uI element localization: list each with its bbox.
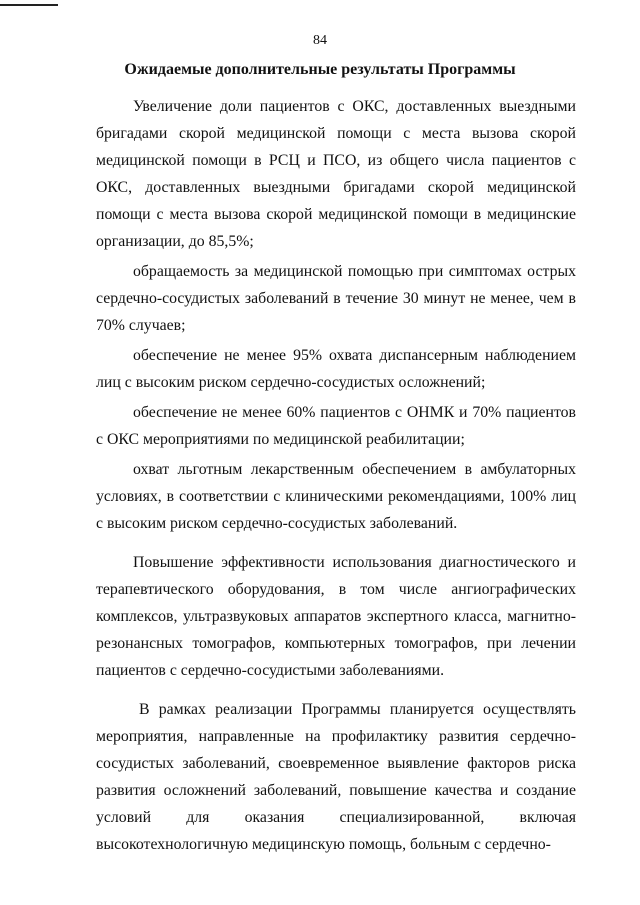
paragraph-aks-delivery: Увеличение доли пациентов с ОКС, доставленных выездными бригадами скорой медицинской помощи с места вызова скорой медицинской помощи в РСЦ и ПСО, из общего числа пациентов с ОКС, доставленных выездными бригадами скорой медицинской помощи с места вызова скорой медицинской помощи в медицинские организации, до 85,5%; [96,98,576,250]
paragraph-seeking-care: обращаемость за медицинской помощью при симптомах острых сердечно-сосудистых заболеваний в течение 30 минут не менее, чем в 70% случаев; [96,263,576,334]
paragraph-drug-provision: охват льготным лекарственным обеспечением в амбулаторных условиях, в соответствии с клиническими рекомендациями, 100% лиц с высоким риском сердечно-сосудистых заболеваний. [96,461,576,532]
section-heading: Ожидаемые дополнительные результаты Программы [124,61,516,78]
paragraph-program-measures: В рамках реализации Программы планируется осуществлять мероприятия, направленные на профилактику развития сердечно-сосудистых заболеваний, своевременное выявление факторов риска развития осложнений заболеваний, повышение качества и создание условий для оказания специализированной, включая [96,701,576,826]
paragraph-rehabilitation: обеспечение не менее 60% пациентов с ОНМК и 70% пациентов с ОКС мероприятиями по медицинской реабилитации; [96,404,576,448]
document-body [96,93,576,858]
paragraph-continuation: высокотехнологичную медицинскую помощь, больным с сердечно- [96,836,551,853]
paragraph-equipment-efficiency: Повышение эффективности использования диагностического и терапевтического оборудования, в том числе ангиографических комплексов, ультразвуковых аппаратов экспертного класса, магнитно-резонансных томографов, компьютерных томографов, при лечении пациентов с сердечно-сосудистыми заболеваниями. [96,554,576,679]
page-number: 84 [313,33,327,48]
paragraph-dispensary-coverage: обеспечение не менее 95% охвата диспансерным наблюдением лиц с высоким риском сердечно-сосудистых осложнений; [96,347,576,391]
top-rule-line [0,4,58,6]
